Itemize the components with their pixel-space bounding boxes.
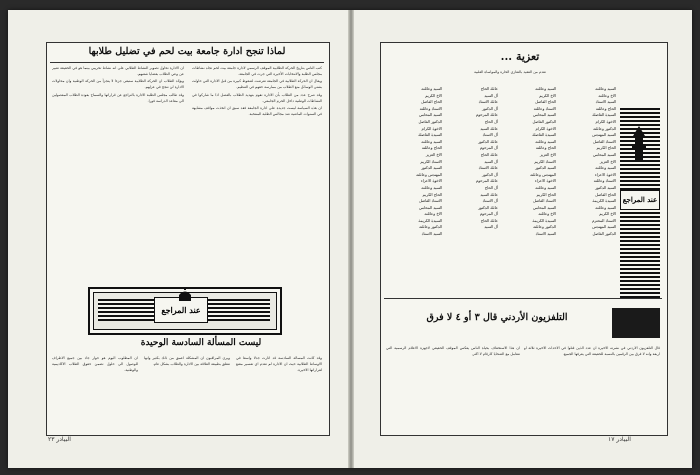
side-label: عند المراجع bbox=[620, 190, 660, 210]
paragraph: وقد طالب مجلس الطلبة الادارة بالتراجع عن قراراتها والسماح بعودة الطلاب المفصولين الى مقاعد الدراسة فورا. bbox=[52, 92, 184, 103]
banner-label: عند المراجع bbox=[154, 297, 208, 323]
list-item: الاخوة الكرام bbox=[595, 118, 616, 124]
right-page bbox=[380, 42, 666, 434]
list-item: السيد الدكتور bbox=[535, 165, 556, 171]
list-item: آل المرحوم bbox=[479, 145, 498, 151]
list-item: السيد وعائلته bbox=[595, 204, 616, 210]
list-item: الدكتور وعائلته bbox=[419, 224, 442, 230]
list-item: السيد الدكتور bbox=[421, 165, 442, 171]
list-item: عائلة الدكتور bbox=[478, 204, 498, 210]
list-item: السيد وعائلته bbox=[535, 86, 556, 91]
article-column-right bbox=[192, 66, 322, 272]
list-item: عائلة المرحوم bbox=[475, 178, 498, 184]
page-number: البيادر ٢٣ bbox=[48, 436, 71, 443]
list-item: السيدة الكريمة bbox=[592, 198, 616, 204]
list-item: السيد وعائلته bbox=[595, 86, 616, 91]
intro-text: تقدم من الفقيد بالتعازي الحارة والمواساة القلبية bbox=[474, 70, 546, 74]
list-item: السيدة الفاضلة bbox=[418, 132, 442, 138]
list-item: الاخوة الكرام bbox=[421, 125, 442, 131]
magazine-spread bbox=[8, 10, 692, 468]
list-item: عائلة السيد bbox=[480, 125, 498, 131]
list-item: آل الاستاذ bbox=[482, 132, 498, 138]
list-item: السيد المحامي bbox=[532, 112, 556, 118]
article-column bbox=[52, 356, 138, 428]
minaret-icon bbox=[629, 126, 649, 162]
list-item: السيد المحامي bbox=[418, 204, 442, 210]
list-item: آل الحاج bbox=[484, 184, 498, 190]
list-item: الدكتور وعائلته bbox=[533, 224, 556, 230]
list-item: آل الدكتور bbox=[482, 171, 498, 177]
section-headline: التلفزيون الأردني قال ٣ أو ٤ لا فرق bbox=[426, 312, 568, 323]
list-item: السيد المحامي bbox=[592, 151, 616, 157]
list-item: السيدة الفاضلة bbox=[592, 112, 616, 118]
list-item: الحاج وعائلته bbox=[535, 145, 556, 151]
list-item: الحاج الفاضل bbox=[535, 99, 556, 105]
condolence-list bbox=[560, 86, 616, 286]
list-item: آل المرحوم bbox=[479, 211, 498, 217]
list-item: الحاج الكريم bbox=[596, 145, 616, 151]
list-item: الحاج الفاضل bbox=[421, 99, 442, 105]
list-item: آل الدكتور bbox=[482, 105, 498, 111]
list-item: السيد المحامي bbox=[418, 112, 442, 118]
list-item: الاستاذ الكريم bbox=[534, 158, 556, 164]
list-item: المهندس وعائلته bbox=[416, 171, 442, 177]
list-item: عائلة السيد bbox=[480, 191, 498, 197]
paragraph: ويقال ان الحركة الطلابية في الجامعة تعرضت لضغوط كبيرة من قبل الادارة التي حاولت بشتى الوسائل منع الطلاب من ممارسة حقهم في التنظيم. bbox=[192, 79, 322, 90]
article-column bbox=[524, 346, 660, 430]
list-item: الاخوة الاعزاء bbox=[420, 178, 442, 184]
list-item: الدكتور الفاضل bbox=[418, 118, 442, 124]
list-item: الاستاذ الفاضل bbox=[533, 198, 556, 204]
list-item: الاخ الكريم bbox=[425, 92, 442, 98]
list-item: آل السيد bbox=[484, 158, 498, 164]
list-item: الاستاذ وعائلته bbox=[419, 105, 442, 111]
list-item: عائلة المرحوم bbox=[475, 112, 498, 118]
paragraph: ان هذا الاستخفاف بحياة الناس يعكس الموقف الحقيقي لاجهزة الاعلام الرسمية التي تتعامل مع الضحايا كارقام لا اكثر. bbox=[386, 346, 520, 356]
list-item: الاخ وعائلته bbox=[424, 211, 442, 217]
list-item: الاستاذ الكريم bbox=[420, 158, 442, 164]
list-item: السيد المهندس bbox=[592, 132, 616, 138]
paragraph: ويؤكد الطلاب ان الحركة الطلابية ستبقى جزءا لا يتجزأ من الحركة الوطنية وان محاولات الادارة لن تنجح في عزلهم. bbox=[52, 79, 184, 90]
list-item: الحاج وعائلته bbox=[595, 105, 616, 111]
mosque-icon bbox=[176, 287, 194, 301]
condolence-list bbox=[388, 86, 442, 286]
list-item: آل الاستاذ bbox=[482, 198, 498, 204]
list-item: عائلة الحاج bbox=[480, 217, 498, 223]
list-item: الاخ وعائلته bbox=[538, 211, 556, 217]
article-column bbox=[386, 346, 520, 430]
list-item: آل الحاج bbox=[484, 118, 498, 124]
page-gutter bbox=[348, 10, 354, 468]
list-item: الاخ العزيز bbox=[425, 151, 442, 157]
paragraph: ويرى المراقبون ان المشكلة اعمق من ذلك بكثير وانها تتعلق بطبيعة العلاقة بين الادارة والطلاب بشكل عام. bbox=[144, 356, 230, 366]
paragraph: ان الادارة تحاول تصوير النشاط الطلابي على انه نشاط تخريبي بينما هو في الحقيقة تعبير عن وعي الطلاب بقضايا شعبهم. bbox=[52, 66, 184, 76]
list-item: السيد الاستاذ bbox=[421, 231, 442, 237]
list-item: المهندس وعائلته bbox=[530, 171, 556, 177]
article-column bbox=[144, 356, 230, 428]
banner-stripes bbox=[206, 299, 270, 321]
list-item: السيد وعائلته bbox=[595, 165, 616, 171]
condolence-list bbox=[502, 86, 556, 286]
condolence-list bbox=[446, 86, 498, 286]
list-item: السيد وعائلته bbox=[421, 138, 442, 144]
list-item: آل السيد bbox=[484, 224, 498, 230]
banner-stripes bbox=[98, 299, 154, 321]
list-item: السيد الاستاذ bbox=[535, 231, 556, 237]
list-item: عائلة الدكتور bbox=[478, 138, 498, 144]
article-column bbox=[236, 356, 322, 428]
list-item: السيدة الفاضلة bbox=[532, 132, 556, 138]
list-item: السيد وعائلته bbox=[421, 184, 442, 190]
list-item: الاخ الكريم bbox=[539, 92, 556, 98]
list-item: الحاج الفاضل bbox=[595, 191, 616, 197]
page-number: البيادر ١٧ bbox=[608, 436, 631, 443]
list-item: الاخ وعائلته bbox=[598, 92, 616, 98]
paragraph: كتب الناس بتاريخ الحركة الطلابية الموقف الرسمي لادارة جامعة بيت لحم تجاه نشاطات مجلس الطلبة والانتخابات الأخيرة التي جرت في الجامعة. bbox=[192, 66, 322, 76]
article-column-left bbox=[52, 66, 184, 272]
list-item: الدكتور الفاضل bbox=[592, 231, 616, 237]
list-item: الدكتور الفاضل bbox=[532, 118, 556, 124]
section-headline: ليست المسألة السادسة الوحيدة bbox=[140, 338, 262, 348]
list-item: السيد الدكتور bbox=[595, 184, 616, 190]
list-item: الحاج الكريم bbox=[536, 191, 556, 197]
list-item: الدكتور وعائلته bbox=[593, 125, 616, 131]
dark-heading-bar bbox=[612, 308, 660, 338]
list-item: السيد الاستاذ bbox=[595, 99, 616, 105]
list-item: عائلة الحاج bbox=[480, 86, 498, 91]
list-item: الاستاذ المحترم bbox=[591, 217, 616, 223]
divider bbox=[384, 298, 662, 299]
list-item: آل السيد bbox=[484, 92, 498, 98]
list-item: الاخوة الكرام bbox=[535, 125, 556, 131]
list-item: الاستاذ الفاضل bbox=[419, 198, 442, 204]
list-item: الاستاذ وعائلته bbox=[533, 105, 556, 111]
list-item: الاخ العزيز bbox=[599, 158, 616, 164]
list-item: الاخوة الاعزاء bbox=[594, 171, 616, 177]
paragraph: وقد كانت المسألة السادسة قد اثارت جدلا واسعا في الاوساط الطلابية حيث ان الادارة لم تقدم اي تفسير مقنع لقراراتها الاخيرة. bbox=[236, 356, 322, 372]
left-page bbox=[46, 42, 328, 434]
list-item: الاخ العزيز bbox=[539, 151, 556, 157]
page-title: لماذا تنجح ادارة جامعة بيت لحم في تضليل طلابها bbox=[88, 46, 286, 57]
list-item: الحاج الكريم bbox=[422, 191, 442, 197]
list-item: الاخ الكريم bbox=[599, 211, 616, 217]
paragraph: قال التلفزيون الاردني في نشرته الاخيرة ان عدد الذين قتلوا في الاحداث الاخيرة ثلاثة او اربعة وانه لا فرق بين الرقمين بالنسبة للحقيقة التي يعرفها الجميع. bbox=[524, 346, 660, 356]
section-banner bbox=[88, 287, 282, 335]
list-item: السيد وعائلته bbox=[535, 184, 556, 190]
page-title: تعزية ... bbox=[500, 50, 540, 63]
list-item: الحاج وعائلته bbox=[421, 145, 442, 151]
list-item: الاخوة الاعزاء bbox=[534, 178, 556, 184]
list-item: عائلة الحاج bbox=[480, 151, 498, 157]
list-item: الاستاذ وعائلته bbox=[593, 178, 616, 184]
paragraph: ان المطلوب اليوم هو حوار جاد بين جميع الاطراف للوصول الى حلول تضمن حقوق الطلاب الاكاديمية والوطنية. bbox=[52, 356, 138, 372]
paragraph: ان هذه السياسة ليست جديدة على ادارة الجامعة فقد سبق ان اتخذت مواقف مشابهة في السنوات الماضية ضد مجالس الطلبة المنتخبة. bbox=[192, 105, 322, 116]
list-item: السيد وعائلته bbox=[421, 86, 442, 91]
paragraph: وقد صرح عدد من الطلاب بأن الادارة تقوم بتهديد الطلاب بالفصل اذا ما شاركوا في النشاطات الوطنية داخل الحرم الجامعي. bbox=[192, 92, 322, 103]
list-item: السيد المهندس bbox=[592, 224, 616, 230]
list-item: السيد وعائلته bbox=[535, 138, 556, 144]
list-item: الاستاذ الفاضل bbox=[593, 138, 616, 144]
list-item: عائلة الاستاذ bbox=[478, 99, 498, 105]
list-item: عائلة الاستاذ bbox=[478, 165, 498, 171]
list-item: السيدة الكريمة bbox=[418, 217, 442, 223]
divider bbox=[50, 62, 324, 63]
list-item: السيدة الكريمة bbox=[532, 217, 556, 223]
list-item: السيد المحامي bbox=[532, 204, 556, 210]
